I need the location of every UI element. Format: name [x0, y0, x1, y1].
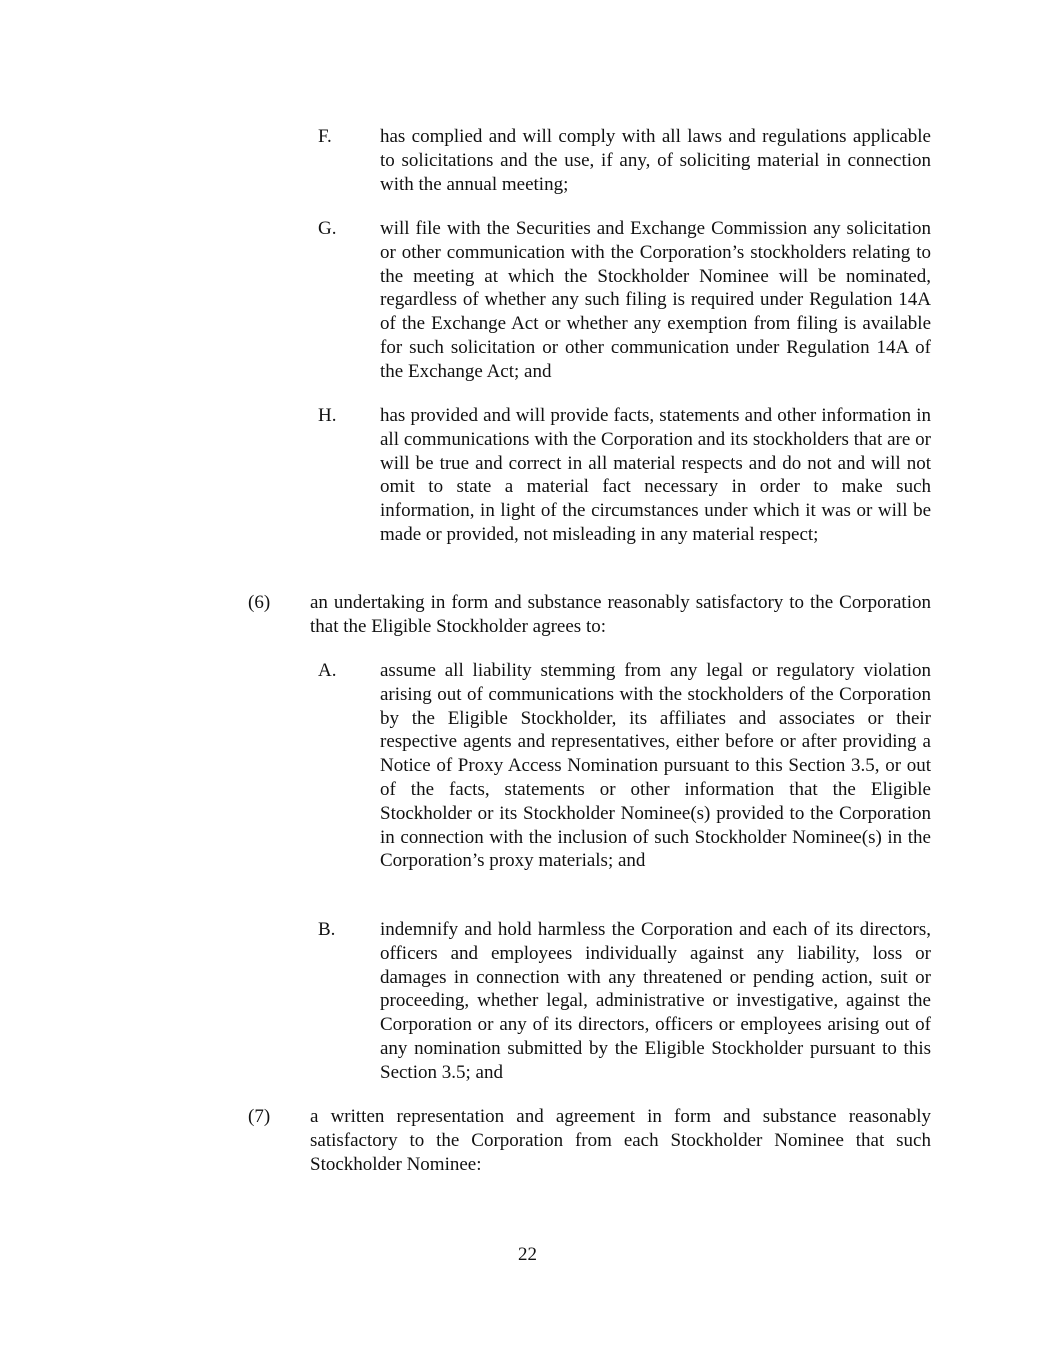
clause-label: H.: [318, 405, 337, 426]
clause-label: (6): [248, 592, 271, 613]
clause-text: has complied and will comply with all laws and regulations applicable to solicitations and the use, if any, of soliciting material in connection with the annual meeting;: [380, 126, 931, 195]
clause-text: has provided and will provide facts, statements and other information in all communications with the Corporation and its stockholders that are or will be true and correct in all material respects and do not and will not omit to state a material fact necessary in order to make such information, in light of the circumstances under which it was or will be made or provided, not misleading in any material respect;: [380, 405, 931, 545]
clause-label: G.: [318, 218, 337, 239]
clause-text: assume all liability stemming from any legal or regulatory violation arising out of communications with the stockholders of the Corporation by the Eligible Stockholder, its affiliates and associates or their respective agents and representatives, either before or after providing a Notice of Proxy Access Nomination pursuant to this Section 3.5, or out of the facts, statements or other information that the Eligible Stockholder or its Stockholder Nominee(s) provided to the Corporation in connection with the inclusion of such Stockholder Nominee(s) in the Corporation’s proxy materials; and: [380, 660, 931, 872]
clause-label: (7): [248, 1106, 271, 1127]
page-number: 22: [518, 1244, 537, 1265]
clause-text: a written representation and agreement in form and substance reasonably satisfactory to the Corporation from each Stockholder Nominee that such Stockholder Nominee:: [310, 1106, 931, 1175]
clause-text: indemnify and hold harmless the Corporation and each of its directors, officers and employees individually against any liability, loss or damages in connection with any threatened or pending action, suit or proceeding, whether legal, administrative or investigative, against the Corporation or any of its directors, officers or employees arising out of any nomination submitted by the Eligible Stockholder pursuant to this Section 3.5; and: [380, 919, 931, 1083]
clause-label: B.: [318, 919, 336, 940]
clause-text: an undertaking in form and substance reasonably satisfactory to the Corporation that the Eligible Stockholder agrees to:: [310, 592, 931, 637]
clause-label: F.: [318, 126, 332, 147]
clause-label: A.: [318, 660, 337, 681]
clause-text: will file with the Securities and Exchange Commission any solicitation or other communication with the Corporation’s stockholders relating to the meeting at which the Stockholder Nominee will be nominated, regardless of whether any such filing is required under Regulation 14A of the Exchange Act or whether any exemption from filing is available for such solicitation or other communication under Regulation 14A of the Exchange Act; and: [380, 218, 931, 382]
